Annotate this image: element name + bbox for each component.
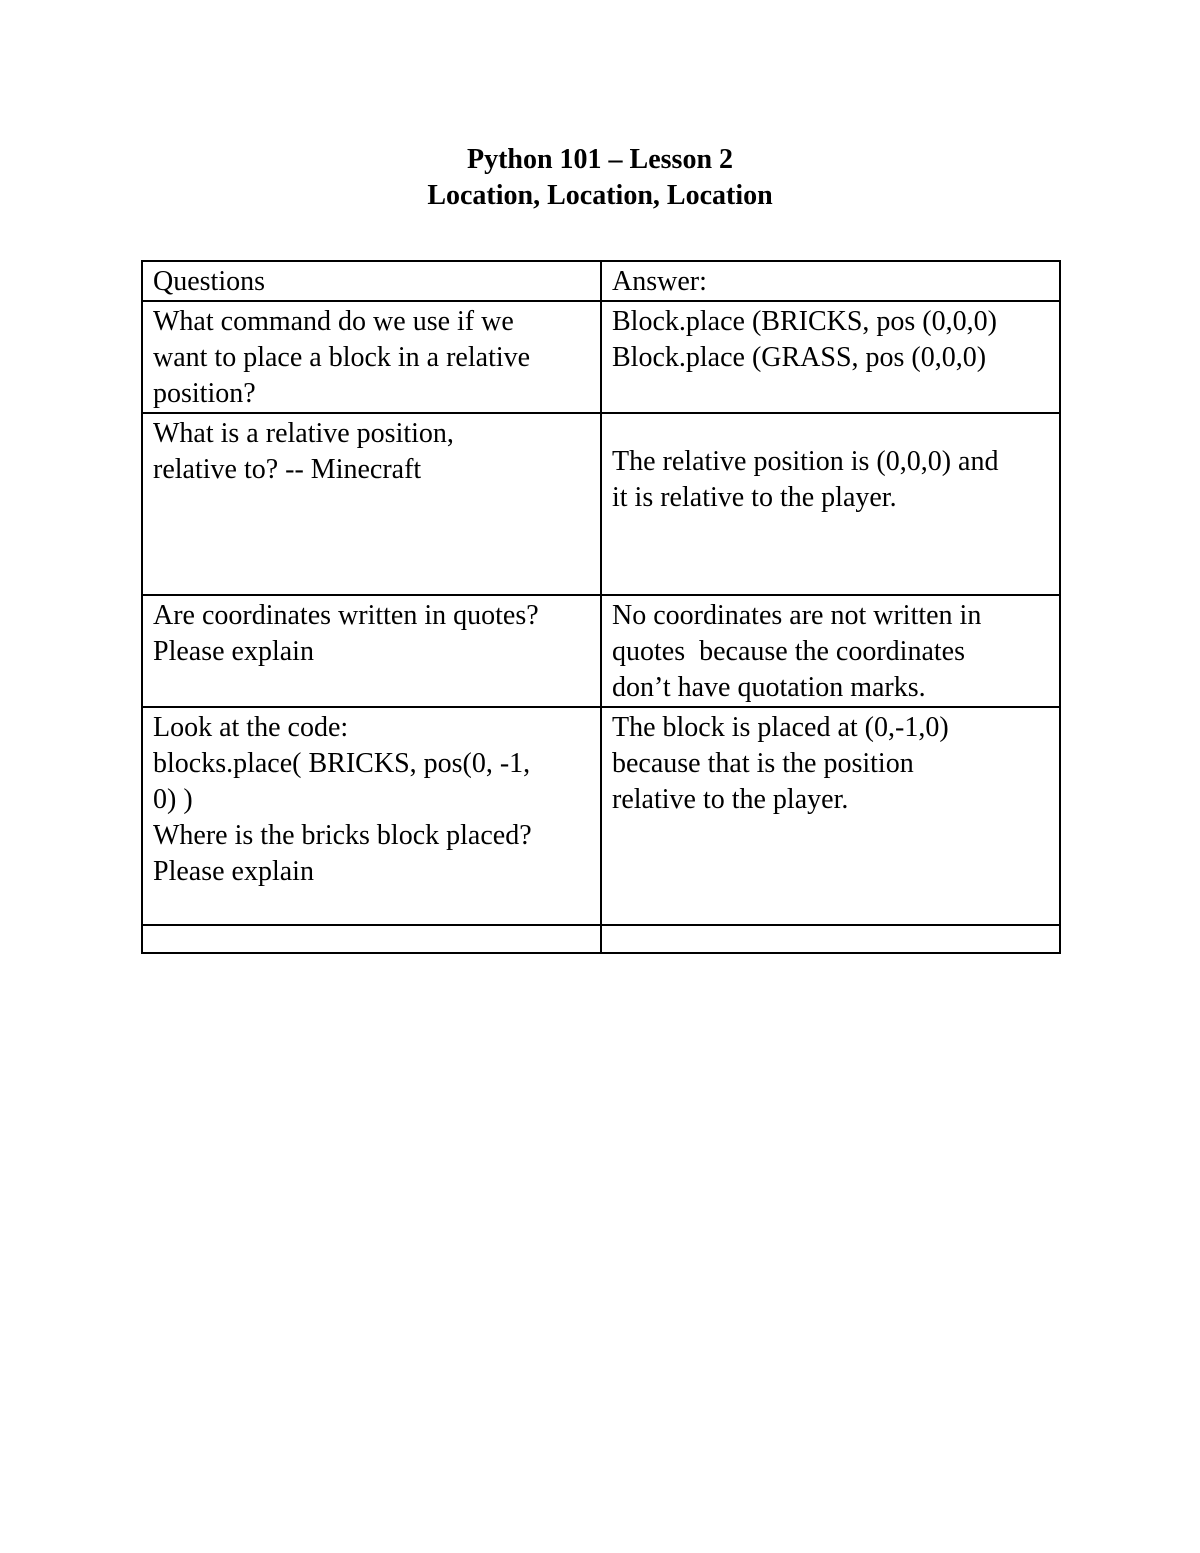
answer-line: because that is the position [612,748,914,779]
question-line: relative to? -- Minecraft [153,454,422,485]
question-line: Please explain [153,856,314,887]
question-line: want to place a block in a relative [153,342,531,373]
document-subtitle: Location, Location, Location [427,180,773,211]
answer-line: relative to the player. [612,784,849,815]
empty-cell [142,925,601,953]
question-line: blocks.place( BRICKS, pos(0, -1, [153,748,531,779]
table-row [142,413,1060,595]
question-cell [142,707,601,925]
question-line: Where is the bricks block placed? [153,820,532,851]
answer-line: The relative position is (0,0,0) and [612,446,999,477]
answer-cell [601,707,1060,925]
question-line: position? [153,378,256,409]
question-line: Look at the code: [153,712,349,743]
answer-line: The block is placed at (0,-1,0) [612,712,949,743]
answer-line: quotes because the coordinates [612,636,965,667]
question-line: Please explain [153,636,314,667]
answer-line: it is relative to the player. [612,482,897,513]
table-row-empty [142,925,1060,953]
question-line: What is a relative position, [153,418,454,449]
table-row [142,707,1060,925]
table-header-row [142,261,1060,301]
question-cell [142,413,601,595]
document-title: Python 101 – Lesson 2 [466,144,734,175]
answer-line: Block.place (GRASS, pos (0,0,0) [612,342,987,373]
document-title-block [0,142,1200,214]
question-line: Are coordinates written in quotes? [153,600,539,631]
header-questions: Questions [142,261,601,301]
answer-line: don’t have quotation marks. [612,672,926,703]
question-cell [142,595,601,707]
table-row [142,301,1060,413]
answer-cell [601,595,1060,707]
table-row [142,595,1060,707]
question-line: 0) ) [153,784,193,815]
qa-table [141,260,1061,954]
answer-line: No coordinates are not written in [612,600,982,631]
header-answer: Answer: [601,261,1060,301]
empty-cell [601,925,1060,953]
answer-cell [601,413,1060,595]
question-cell [142,301,601,413]
question-line: What command do we use if we [153,306,514,337]
answer-cell [601,301,1060,413]
answer-line: Block.place (BRICKS, pos (0,0,0) [612,306,997,337]
